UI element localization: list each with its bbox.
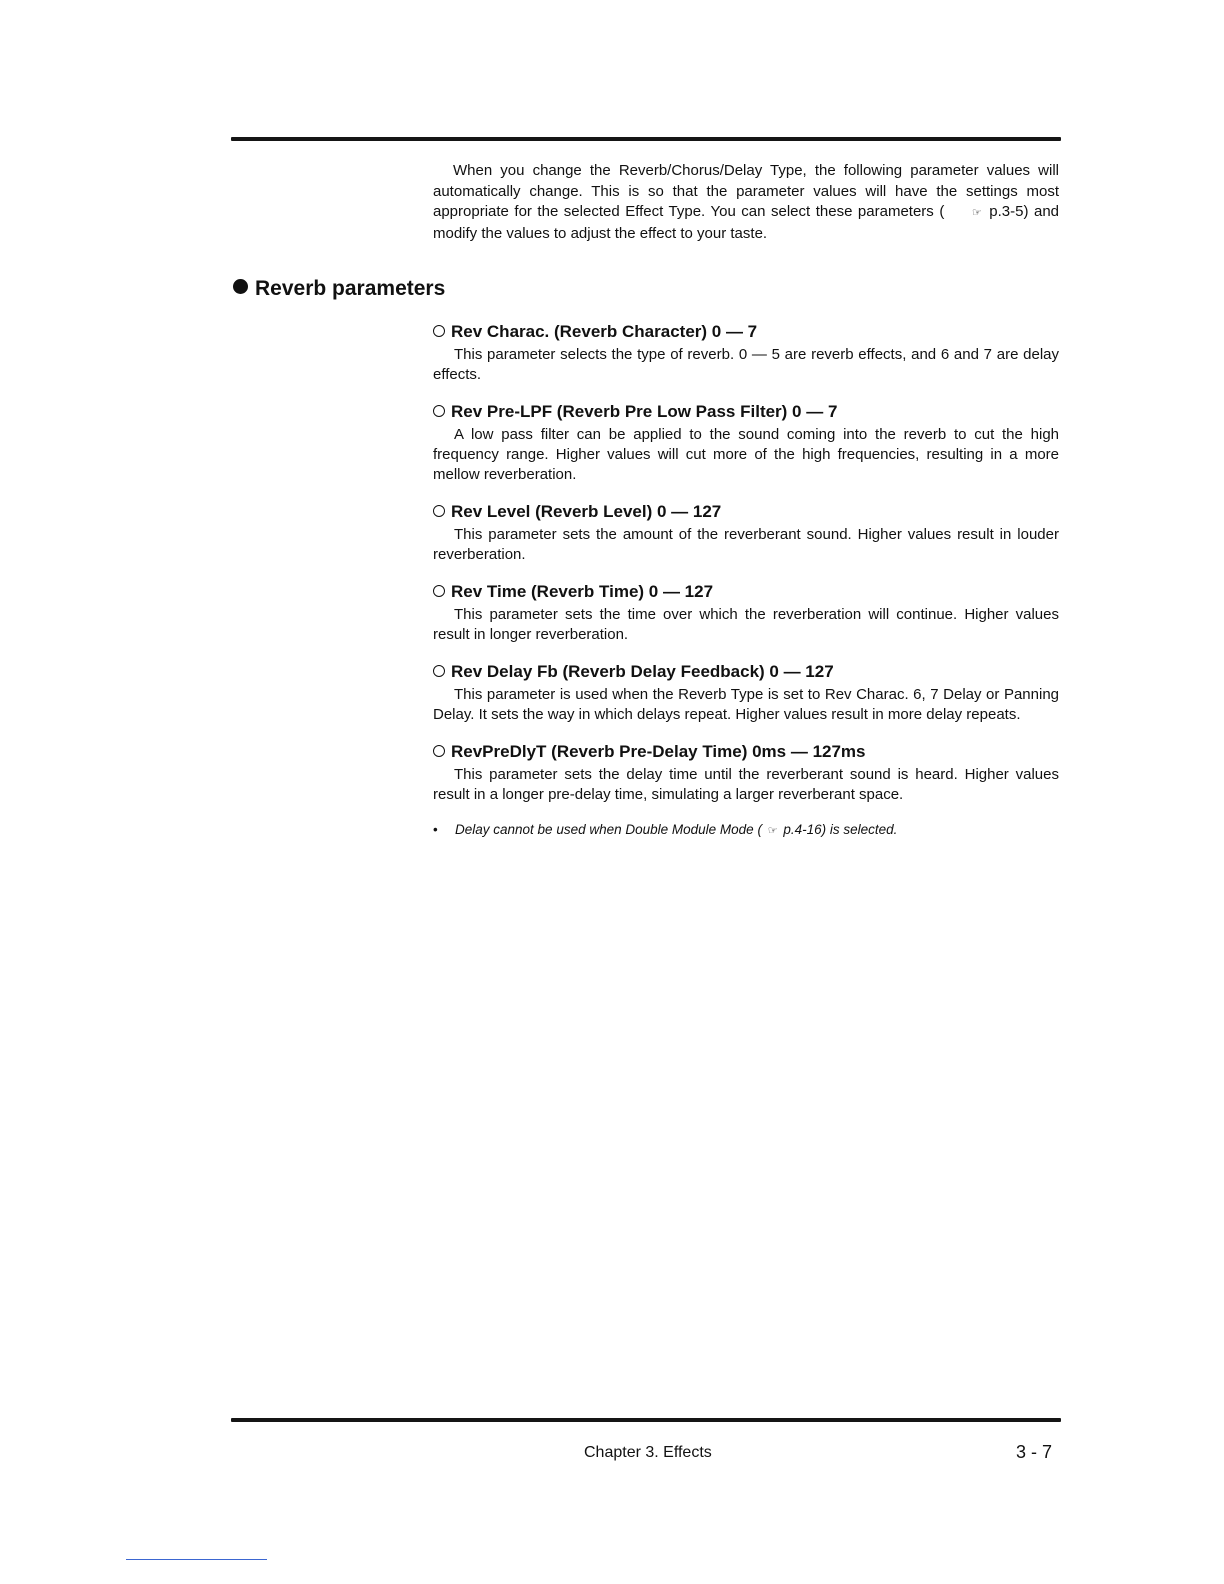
param-title-text: Rev Delay Fb (Reverb Delay Feedback) 0 — 127 (451, 662, 834, 681)
intro-paragraph (433, 161, 1059, 244)
param-rev-level (433, 501, 1059, 565)
note-marker: • (433, 822, 438, 837)
bottom-edge-line (126, 1559, 267, 1560)
param-rev-time (433, 581, 1059, 645)
section-heading (233, 277, 445, 301)
intro-page-ref: p.3-5) (989, 203, 1029, 220)
param-description: This parameter sets the time over which the reverberation will continue. Higher values result in longer reverberation. (433, 606, 1059, 643)
param-rev-delay-fb (433, 661, 1059, 725)
note-text: Delay cannot be used when Double Module Mode ( (455, 822, 762, 837)
param-title (433, 661, 1059, 683)
filled-bullet-icon (233, 279, 248, 294)
param-title-text: Rev Charac. (Reverb Character) 0 — 7 (451, 322, 758, 341)
param-title-text: Rev Pre-LPF (Reverb Pre Low Pass Filter) 0 — 7 (451, 402, 838, 421)
param-title-text: RevPreDlyT (Reverb Pre-Delay Time) 0ms — 127ms (451, 742, 866, 761)
note-page-ref: p.4-16) is selected. (783, 822, 898, 837)
top-rule (231, 137, 1061, 141)
param-title-text: Rev Level (Reverb Level) 0 — 127 (451, 502, 722, 521)
param-description: This parameter selects the type of reverb. 0 — 5 are reverb effects, and 6 and 7 are delay effects. (433, 346, 1059, 383)
bottom-rule (231, 1418, 1061, 1422)
intro-text: When you change the Reverb/Chorus/Delay Type, the following parameter values will automatically change. This is so that the parameter values will have the settings most appropriate for the selected Effect Type. You can select these parameters ( (433, 162, 1059, 220)
param-title (433, 501, 1059, 523)
param-title-text: Rev Time (Reverb Time) 0 — 127 (451, 582, 714, 601)
param-rev-pre-delay-time (433, 741, 1059, 805)
footer-chapter: Chapter 3. Effects (584, 1444, 712, 1461)
param-description: A low pass filter can be applied to the sound coming into the reverb to cut the high frequency range. Higher values will cut more of the high frequencies, resulting in a more mellow reverberation. (433, 426, 1059, 483)
hollow-bullet-icon (433, 405, 445, 417)
delay-note (433, 821, 1059, 840)
param-title (433, 581, 1059, 603)
hollow-bullet-icon (433, 505, 445, 517)
footer-page-number: 3 - 7 (1016, 1442, 1053, 1462)
hollow-bullet-icon (433, 665, 445, 677)
hollow-bullet-icon (433, 585, 445, 597)
param-rev-pre-lpf (433, 401, 1059, 485)
param-description: This parameter sets the amount of the reverberant sound. Higher values result in louder reverberation. (433, 526, 1059, 563)
pointing-hand-icon: ☞ (767, 825, 778, 837)
pointing-hand-icon: ☞ (971, 207, 982, 219)
intro-text-end: and modify the values to adjust the effect to your taste. (433, 203, 1060, 242)
param-description: This parameter sets the delay time until the reverberant sound is heard. Higher values result in a longer pre-delay time, simulating a larger reverberant space. (433, 766, 1059, 803)
section-title: Reverb parameters (255, 277, 446, 300)
parameter-list (433, 321, 1059, 840)
hollow-bullet-icon (433, 745, 445, 757)
param-title (433, 401, 1059, 423)
param-title (433, 741, 1059, 763)
hollow-bullet-icon (433, 325, 445, 337)
param-title (433, 321, 1059, 343)
param-rev-charac (433, 321, 1059, 385)
param-description: This parameter is used when the Reverb Type is set to Rev Charac. 6, 7 Delay or Panning Delay. It sets the way in which delays repeat. Higher values result in more delay repeats. (433, 686, 1059, 723)
